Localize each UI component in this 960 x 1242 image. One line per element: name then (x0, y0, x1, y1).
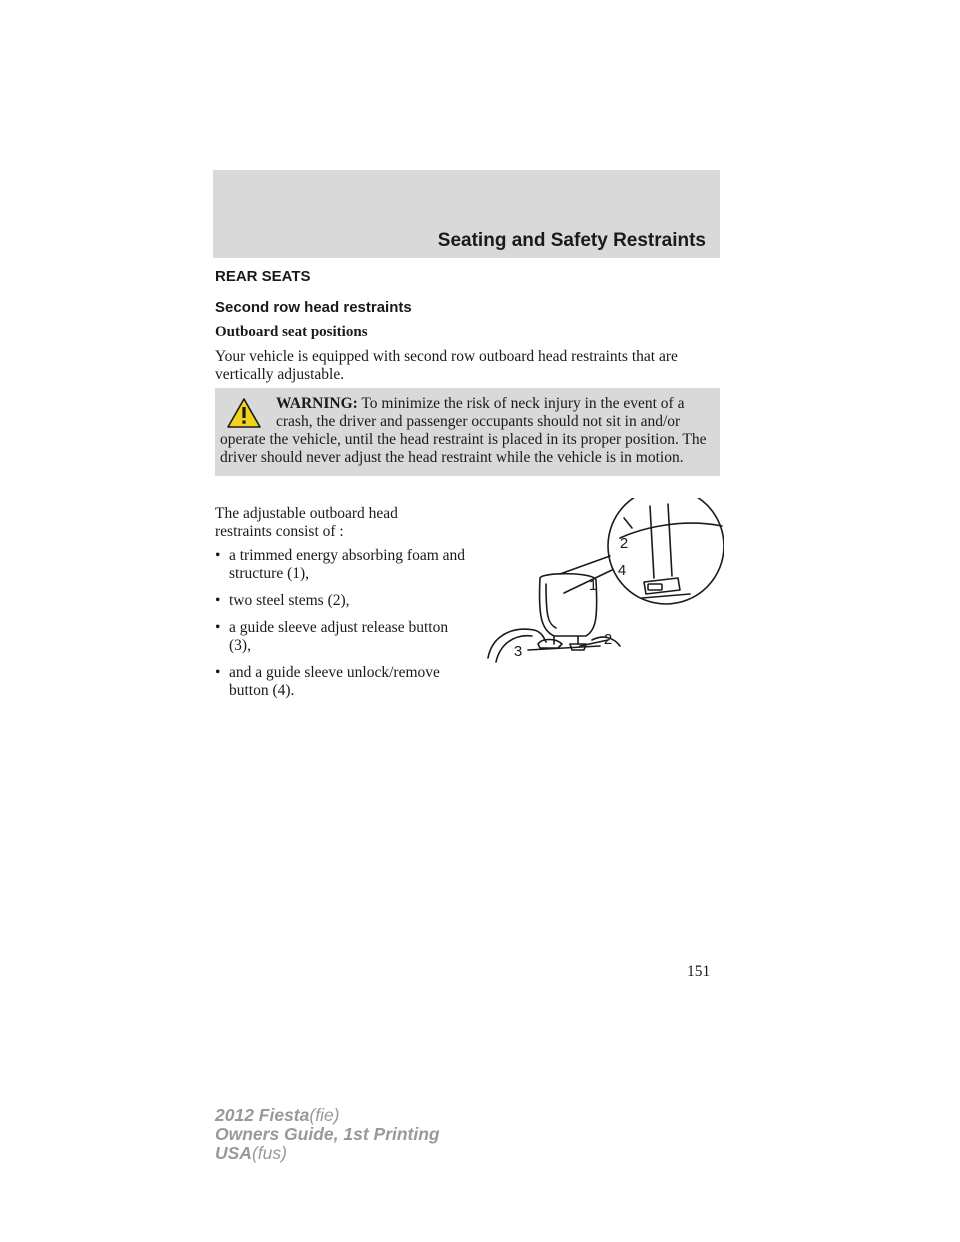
warning-label: WARNING: (276, 395, 358, 412)
footer-line-3: USA(fus) (215, 1143, 287, 1163)
list-item: • two steel stems (2), (215, 592, 350, 609)
figure-label: 4 (617, 562, 627, 579)
list-item: • a guide sleeve adjust release button (3), (215, 619, 449, 654)
list-item: • a trimmed energy absorbing foam and structure (1), (215, 547, 466, 582)
figure-label: 3 (513, 643, 523, 660)
figure-label: 2 (619, 535, 629, 552)
warning-box (215, 388, 720, 476)
list-item: • and a guide sleeve unlock/remove button (4). (215, 664, 440, 699)
figure-label: 2 (603, 631, 613, 648)
footer-line-1: 2012 Fiesta(fie) (215, 1105, 340, 1125)
section-subtitle: Second row head restraints (215, 299, 412, 316)
page-title: Seating and Safety Restraints (437, 230, 706, 251)
page-number: 151 (687, 963, 711, 980)
footer (215, 1106, 440, 1163)
warning-text: To minimize the risk of neck injury in the event of a crash, the driver and passenger occupants should not sit in and/or operate the vehicle, until the head restraint is placed in its proper position. The driver should never adjust the head restraint while the vehicle is in motion. (220, 395, 707, 466)
section-subheading: Outboard seat positions (215, 324, 368, 340)
head-restraint-figure (482, 498, 724, 666)
footer-line-2: Owners Guide, 1st Printing (215, 1124, 440, 1144)
list-intro: The adjustable outboard head restraints consist of : (215, 505, 398, 540)
section-title: REAR SEATS (215, 268, 311, 285)
intro-paragraph: Your vehicle is equipped with second row outboard head restraints that are vertically adjustable. (215, 348, 678, 383)
header-band (213, 170, 720, 258)
component-list (215, 547, 470, 709)
warning-triangle-icon (226, 397, 262, 429)
figure-label: 1 (588, 577, 598, 594)
